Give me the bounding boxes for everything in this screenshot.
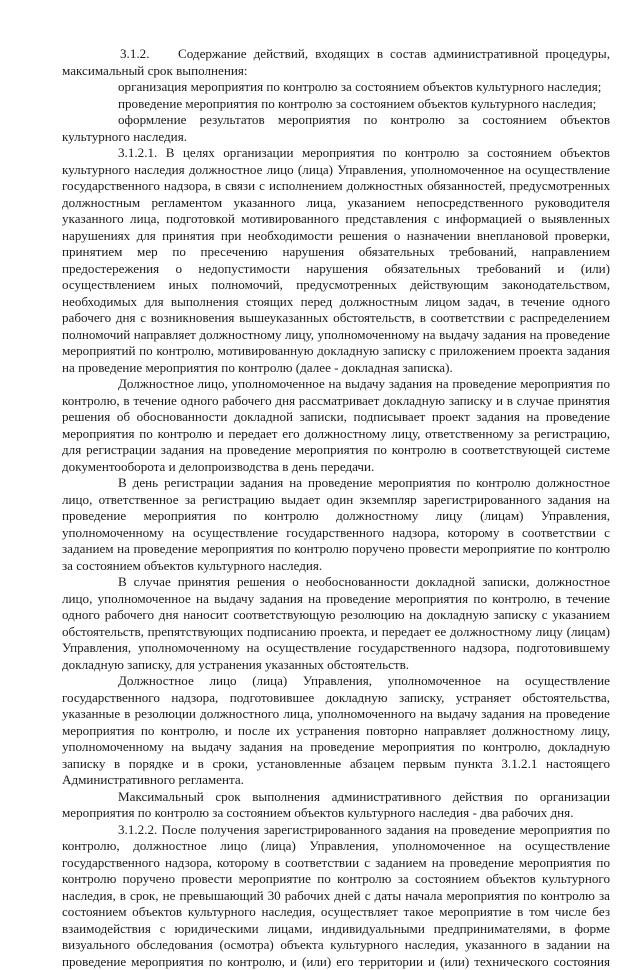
paragraph-3-1-2-2: 3.1.2.2. После получения зарегистрированного задания на проведение мероприятия по контролю, должностное лицо (лица) Управления, уполномоченное на осуществление государственного надзора, которому в соответствии с заданием на проведение мероприятия по контролю поручено провести мероприятие по контролю за состоянием объектов культурного наследия, в срок, не превышающий 30 рабочих дней с даты начала мероприятия по контролю за состоянием объектов культурного наследия, осуществляет такое мероприятие в том числе без взаимодействия с юридическими лицами, индивидуальными предпринимателями, в форме визуального обследования (осмотра) объекта культурного наследия, указанного в задании на проведение мероприятия по контролю, и (или) его территории и (или) технического состояния: [62, 822, 610, 970]
list-item-results: оформление результатов мероприятия по контролю за состоянием объектов культурного наследия.: [62, 112, 610, 145]
section-number: 3.1.2.: [120, 46, 178, 63]
paragraph-unfounded: В случае принятия решения о необоснованности докладной записки, должностное лицо, уполномоченное на выдачу задания на проведение мероприятия по контролю, в течение одного рабочего дня наносит соответствующую резолюцию на докладную записку с указанием обстоятельств, препятствующих подписанию проекта, и передает ее должностному лицу (лицам) Управления, уполномоченному на осуществление государственного надзора, подготовившему докладную записку, для устранения указанных обстоятельств.: [62, 574, 610, 673]
paragraph-registration: В день регистрации задания на проведение мероприятия по контролю должностное лицо, ответственное за регистрацию выдает один экземпляр зарегистрированного задания на проведение мероприятия по контролю должностному лицу (лицам) Управления, уполномоченному на осуществление государственного надзора, которому в соответствии с заданием на проведение мероприятия по контролю поручено провести мероприятие по контролю за состоянием объектов культурного наследия.: [62, 475, 610, 574]
list-item-organization: организация мероприятия по контролю за состоянием объектов культурного наследия;: [62, 79, 610, 96]
paragraph-3-1-2-1: 3.1.2.1. В целях организации мероприятия по контролю за состоянием объектов культурного наследия должностное лицо (лица) Управления, уполномоченное на осуществление государственного надзора, в связи с исполнением должностных обязанностей, предусмотренных должностным регламентом указанного лица, указанием непосредственного руководителя указанного лица, подготовкой мотивированного представления с информацией о выявленных нарушениях для принятия при необходимости решения о назначении внеплановой проверки, принятием мер по пресечению нарушения обязательных требований, направлением предостережения о недопустимости нарушения обязательных требований и (или) осуществлением иных полномочий, предусмотренных действующим законодательством, необходимых для выполнения стоящих перед должностным лицом задач, в течение одного рабочего дня с возникновения вышеуказанных обстоятельств, в соответствии с распределением полномочий направляет должностному лицу, уполномоченному на выдачу задания на проведение мероприятий по контролю, мотивированную докладную записку с приложением проекта задания на проведение мероприятия по контролю (далее - докладная записка).: [62, 145, 610, 376]
paragraph-max-term: Максимальный срок выполнения административного действия по организации мероприятия по контролю за состоянием объектов культурного наследия - два рабочих дня.: [62, 789, 610, 822]
paragraph-resubmission: Должностное лицо (лица) Управления, уполномоченное на осуществление государственного надзора, подготовившее докладную записку, устраняет обстоятельства, указанные в резолюции должностного лица, уполномоченного на выдачу задания на проведение мероприятия по контролю, и после их устранения повторно направляет должностному лицу, уполномоченному на выдачу задания на проведение мероприятия по контролю, докладную записку в порядке и в сроки, установленные абзацем первым пункта 3.1.2.1 настоящего Административного регламента.: [62, 673, 610, 789]
section-heading-text: Содержание действий, входящих в состав административной процедуры, максимальный срок выполнения:: [62, 46, 610, 78]
list-item-conduct: проведение мероприятия по контролю за состоянием объектов культурного наследия;: [62, 96, 610, 113]
section-heading: [62, 46, 610, 79]
paragraph-review: Должностное лицо, уполномоченное на выдачу задания на проведение мероприятия по контролю, в течение одного рабочего дня рассматривает докладную записку и в случае принятия решения об обоснованности докладной записки, подписывает проект задания на проведение мероприятия по контролю и передает его должностному лицу, ответственному за регистрацию, для регистрации задания на проведение мероприятия по контролю в соответствующей системе документооборота и делопроизводства в день передачи.: [62, 376, 610, 475]
